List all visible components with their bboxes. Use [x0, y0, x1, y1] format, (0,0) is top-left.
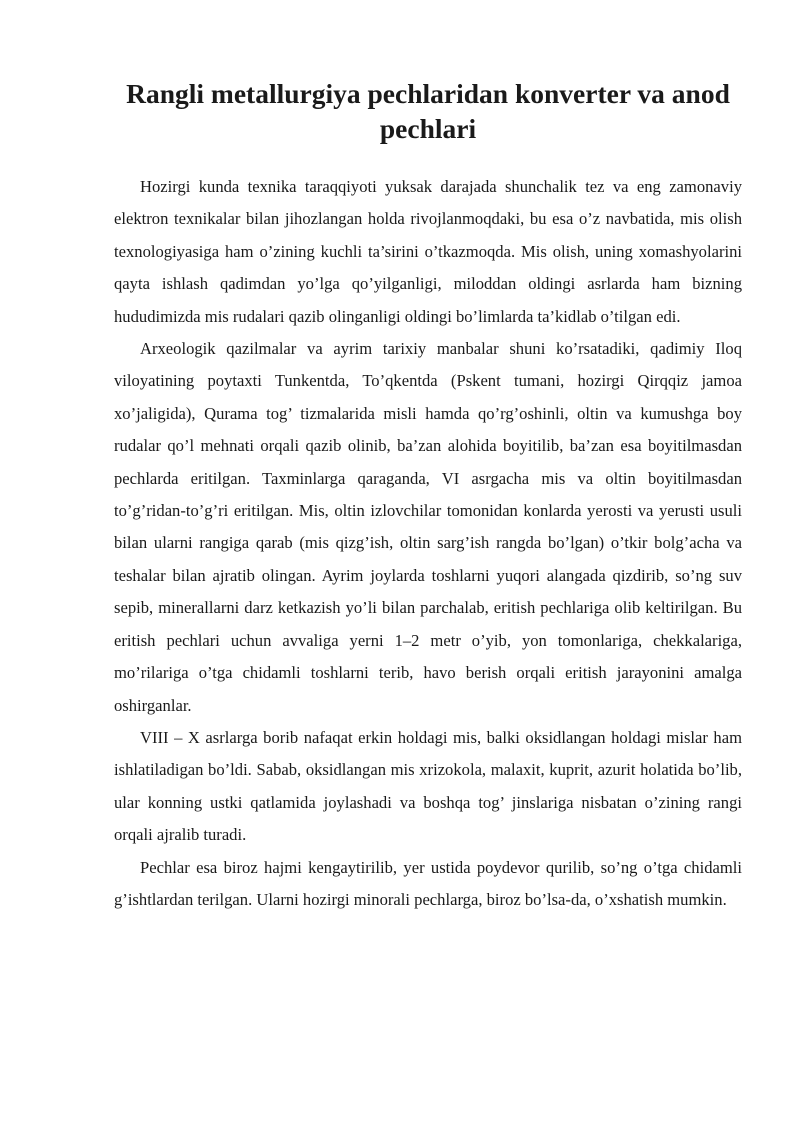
paragraph-oxidized-copper: VIII – X asrlarga borib nafaqat erkin holdagi mis, balki oksidlangan holdagi mislar ham ishlatiladigan bo’ldi. Sabab, oksidlangan mis xrizokola, malaxit, kuprit, azurit holatida bo’lib, ular konning ustki qatlamida joylashadi va boshqa tog’ jinslariga nisbatan o’zining rangi orqali ajralib turadi.	[114, 727, 742, 845]
paragraph-furnaces: Pechlar esa biroz hajmi kengaytirilib, yer ustida poydevor qurilib, so’ng o’tga chidamli g’ishtlardan terilgan. Ularni hozirgi minorali pechlarga, biroz bo’lsa-da, o’xshatish mumkin.	[114, 857, 742, 909]
document-body	[114, 171, 742, 916]
paragraph-intro: Hozirgi kunda texnika taraqqiyoti yuksak darajada shunchalik tez va eng zamonaviy elektron texnikalar bilan jihozlangan holda rivojlanmoqdaki, bu esa o’z navbatida, mis olish texnologiyasiga ham o’zining kuchli ta’sirini o’tkazmoqda. Mis olish, uning xomashyolarini qayta ishlash qadimdan yo’lga qo’yilganligi, miloddan oldingi asrlarda ham bizning hududimizda mis rudalari qazib olinganligi oldingi bo’limlarda ta’kidlab o’tilgan edi.	[114, 177, 742, 326]
document-title: Rangli metallurgiya pechlaridan konverter va anod pechlari	[126, 78, 730, 144]
document-page	[114, 76, 742, 916]
paragraph-archaeology: Arxeologik qazilmalar va ayrim tarixiy manbalar shuni ko’rsatadiki, qadimiy Iloq viloyatining poytaxti Tunkentda, To’qkentda (Pskent tumani, hozirgi Qirqqiz jamoa xo’jaligida), Qurama tog’ tizmalarida misli hamda qo’rg’oshinli, oltin va kumushga boy rudalar qo’l mehnati orqali qazib olinib, ba’zan alohida boyitilib, ba’zan esa boyitilmasdan pechlarda eritilgan. Taxminlarga qaraganda, VI asrgacha mis va oltin boyitilmasdan to’g’ridan-to’g’ri eritilgan. Mis, oltin izlovchilar tomonidan konlarda yerosti va yerusti usuli bilan ularni rangiga qarab (mis qizg’ish, oltin sarg’ish rangda bo’lgan) o’tkir bolg’acha va teshalar bilan ajratib olingan. Ayrim joylarda toshlarni yuqori alangada qizdirib, so’ng suv sepib, minerallarni darz ketkazish yo’li bilan parchalab, eritish pechlariga olib keltirilgan. Bu eritish pechlari uchun avvaliga yerni 1–2 metr o’yib, yon tomonlariga, chekkalariga, mo’rilariga o’tga chidamli toshlarni terib, havo berish orqali eritish jarayonini amalga oshirganlar.	[114, 339, 742, 715]
